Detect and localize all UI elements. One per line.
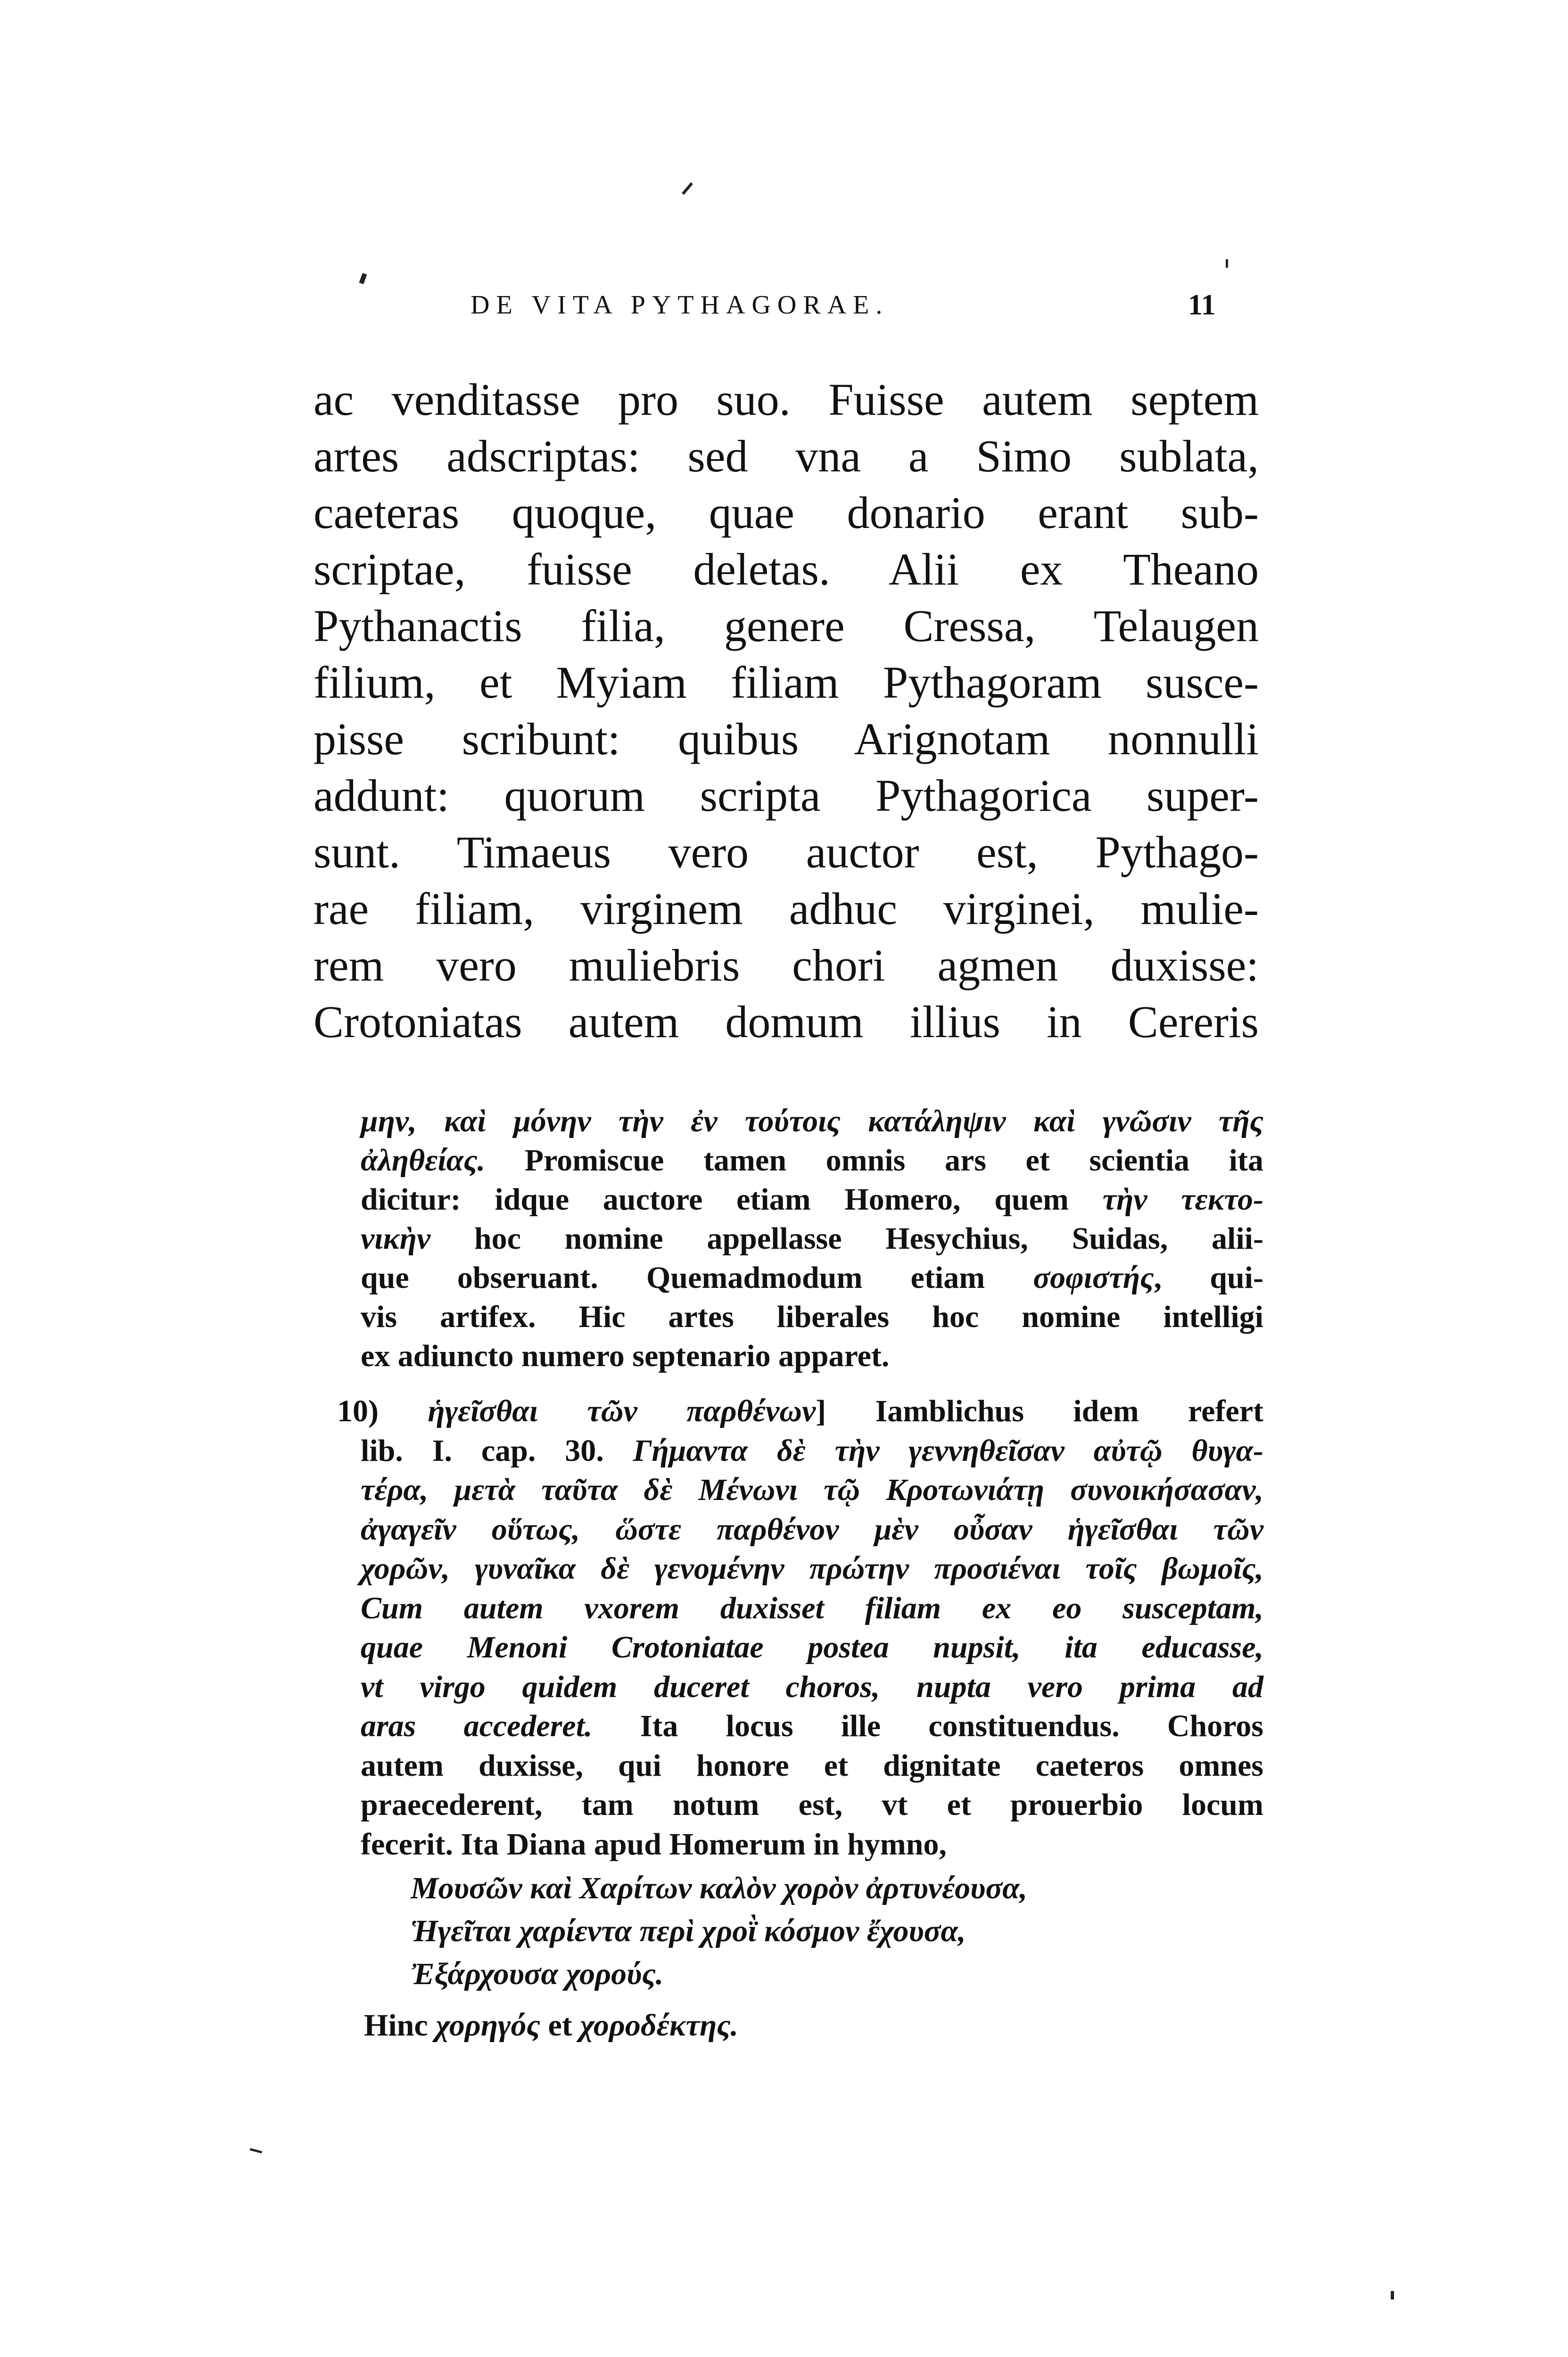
- italic-segment: ἡγεῖσθαι τῶν παρθένων: [428, 1394, 816, 1428]
- text-line: [361, 1336, 1263, 1376]
- text-segment: fecerit. Ita Diana apud Homerum in hymno,: [361, 1827, 947, 1862]
- text-line: [314, 994, 1259, 1050]
- verse-quotation: [411, 1867, 1212, 1995]
- scan-speck: [1226, 259, 1228, 268]
- italic-segment: Γήμαντα δὲ τὴν γεννηθεῖσαν αὐτῷ θυγα-: [633, 1433, 1263, 1468]
- text-line: [361, 1667, 1263, 1707]
- text-line: [361, 1510, 1263, 1549]
- text-segment: Pythanactis filia, genere Cressa, Telaugen: [314, 601, 1259, 651]
- italic-segment: Ἐξάρχουσα χορούς.: [411, 1957, 664, 1991]
- text-line: [361, 1825, 1263, 1864]
- text-line: [361, 1470, 1263, 1510]
- footnote-10: [337, 1392, 1263, 1864]
- text-segment: vis artifex. Hic artes liberales hoc nomine intelligi: [361, 1300, 1263, 1334]
- text-segment: scriptae, fuisse deletas. Alii ex Theano: [314, 544, 1259, 594]
- text-line: [361, 1180, 1263, 1219]
- text-line: [314, 937, 1259, 994]
- italic-segment: Cum autem vxorem duxisset filiam ex eo susceptam,: [361, 1591, 1263, 1625]
- text-line: [314, 654, 1259, 711]
- text-line: [361, 1746, 1263, 1786]
- italic-segment: quae Menoni Crotoniatae postea nupsit, ita educasse,: [361, 1630, 1263, 1665]
- italic-segment: μην, καὶ μόνην τὴν ἐν τούτοις κατάληψιν καὶ γνῶσιν τῆς: [361, 1104, 1263, 1138]
- text-line: [361, 1258, 1263, 1297]
- text-segment: Promiscue tamen omnis ars et scientia ita: [485, 1143, 1263, 1178]
- text-segment: 10): [337, 1394, 428, 1428]
- text-segment: artes adscriptas: sed vna a Simo sublata,: [314, 431, 1259, 481]
- text-line: [361, 1628, 1263, 1667]
- text-segment: praecederent, tam notum est, vt et prouerbio locum: [361, 1788, 1263, 1822]
- main-text-block: [314, 371, 1259, 1050]
- text-segment: pisse scribunt: quibus Arignotam nonnulli: [314, 714, 1259, 764]
- running-title: DE VITA PYTHAGORAE.: [470, 290, 889, 320]
- italic-segment: σοφιστής: [1033, 1261, 1154, 1295]
- text-segment: que obseruant. Quemadmodum etiam: [361, 1261, 1033, 1295]
- text-line: [361, 1297, 1263, 1336]
- scan-speck: [359, 273, 367, 284]
- italic-segment: ἀληθείας.: [361, 1143, 486, 1178]
- italic-segment: χορηγός: [436, 2008, 540, 2043]
- text-line: [314, 541, 1259, 598]
- text-line: [361, 1102, 1263, 1141]
- text-segment: rem vero muliebris chori agmen duxisse:: [314, 940, 1259, 990]
- text-segment: hoc nomine appellasse Hesychius, Suidas, alii-: [430, 1221, 1263, 1256]
- text-segment: et: [540, 2008, 580, 2043]
- text-segment: dicitur: idque auctore etiam Homero, quem: [361, 1182, 1103, 1217]
- text-segment: caeteras quoque, quae donario erant sub-: [314, 487, 1259, 538]
- text-segment: ac venditasse pro suo. Fuisse autem septem: [314, 374, 1259, 425]
- italic-segment: Μουσῶν καὶ Χαρίτων καλὸν χορὸν ἀρτυνέουσα,: [411, 1871, 1028, 1905]
- text-line: [411, 1953, 1212, 1995]
- scan-speck: [1391, 2291, 1394, 2299]
- text-line: [314, 598, 1259, 654]
- italic-segment: χοροδέκτης.: [580, 2008, 739, 2043]
- scan-speck: [682, 182, 693, 195]
- text-line: [361, 1706, 1263, 1746]
- text-segment: Hinc: [364, 2008, 436, 2043]
- text-segment: filium, et Myiam filiam Pythagoram susce-: [314, 657, 1259, 708]
- text-segment: rae filiam, virginem adhuc virginei, mulie-: [314, 883, 1259, 934]
- text-line: [361, 1219, 1263, 1258]
- text-segment: Crotoniatas autem domum illius in Cereris: [314, 997, 1259, 1047]
- text-line: [314, 824, 1259, 881]
- text-line: [314, 767, 1259, 824]
- text-segment: autem duxisse, qui honore et dignitate caeteros omnes: [361, 1748, 1263, 1783]
- text-line: [314, 428, 1259, 485]
- italic-segment: aras accederet.: [361, 1709, 593, 1743]
- text-line: [314, 711, 1259, 767]
- italic-segment: vt virgo quidem duceret choros, nupta vero prima ad: [361, 1669, 1263, 1704]
- text-segment: , qui-: [1154, 1261, 1263, 1295]
- text-segment: ex adiuncto numero septenario apparet.: [361, 1339, 890, 1373]
- text-line: [361, 1549, 1263, 1589]
- italic-segment: Ἡγεῖται χαρίεντα περὶ χροῒ κόσμον ἔχουσα,: [411, 1914, 966, 1948]
- italic-segment: ἀγαγεῖν οὕτως, ὥστε παρθένον μὲν οὖσαν ἡγεῖσθαι τῶν: [361, 1512, 1263, 1547]
- closing-line: [364, 2006, 1165, 2045]
- text-line: [314, 371, 1259, 428]
- text-segment: Ita locus ille constituendus. Choros: [592, 1709, 1263, 1743]
- text-line: [314, 881, 1259, 937]
- text-line: [361, 1431, 1263, 1471]
- text-line: [361, 1589, 1263, 1628]
- text-segment: lib. I. cap. 30.: [361, 1433, 633, 1468]
- text-line: [364, 2006, 1165, 2045]
- text-line: [411, 1867, 1212, 1910]
- text-line: [411, 1910, 1212, 1953]
- text-line: [361, 1785, 1263, 1825]
- italic-segment: νικὴν: [361, 1221, 431, 1256]
- text-line: [337, 1392, 1263, 1431]
- page-number: 11: [1188, 289, 1216, 321]
- text-line: [361, 1141, 1263, 1180]
- text-line: [314, 485, 1259, 541]
- italic-segment: τέρα, μετὰ ταῦτα δὲ Μένωνι τῷ Κροτωνιάτῃ συνοικήσασαν,: [361, 1473, 1263, 1507]
- text-segment: sunt. Timaeus vero auctor est, Pythago-: [314, 827, 1259, 877]
- scan-speck: [250, 2148, 262, 2154]
- text-segment: addunt: quorum scripta Pythagorica super-: [314, 770, 1259, 821]
- italic-segment: χορῶν, γυναῖκα δὲ γενομένην πρώτην προσιέναι τοῖς βωμοῖς,: [361, 1551, 1263, 1586]
- text-segment: ] Iamblichus idem refert: [816, 1394, 1263, 1428]
- italic-segment: τὴν τεκτο-: [1102, 1182, 1263, 1217]
- footnote-continuation: [361, 1102, 1263, 1376]
